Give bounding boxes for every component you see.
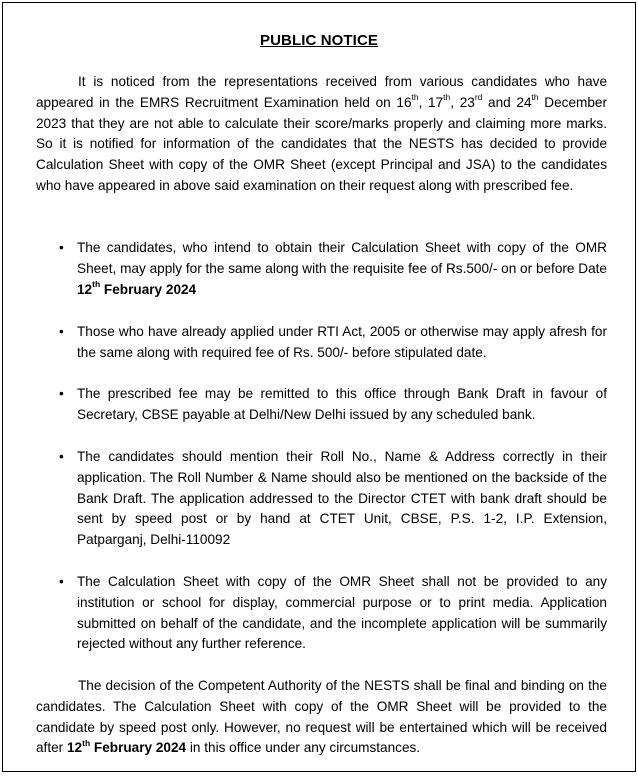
bullet-item-3 xyxy=(77,384,607,426)
bullet-item-2 xyxy=(77,322,607,364)
closing-text-1: The decision of the Competent Authority of the NESTS shall be final and binding on the candidates. The Calculation Sheet with copy of the OMR Sheet will be provided to the candidate by speed post only. However, no request will be entertained which will be received after xyxy=(36,678,607,756)
closing-date-sup: th xyxy=(82,737,91,748)
notice-title: PUBLIC NOTICE xyxy=(260,32,378,49)
closing-date-day: 12 xyxy=(66,740,83,756)
bullet-item-1 xyxy=(77,238,607,300)
intro-text-1: It is noticed from the representations received from various candidates who have appeared in the EMRS Recruitment Examination held on 16 xyxy=(36,74,607,110)
bullet-symbol: • xyxy=(59,324,64,339)
intro-sup-3: rd xyxy=(474,92,483,103)
notice-page xyxy=(2,2,636,772)
bullet-symbol: • xyxy=(59,574,64,589)
intro-text-4: and 24 xyxy=(482,94,532,110)
bullet-3-text: The prescribed fee may be remitted to this office through Bank Draft in favour of Secretary, CBSE payable at Delhi/New Delhi issued by any scheduled bank. xyxy=(77,386,607,422)
intro-text-5: December 2023 that they are not able to calculate their score/marks properly and claiming more marks. So it is notified for information of the candidates that the NESTS has decided to provide Calculation Sheet with copy of the OMR Sheet (except Principal and JSA) to the candidates who have appeared in above said examination on their request along with prescribed fee. xyxy=(36,94,607,193)
bullet-1-date-sup: th xyxy=(92,279,101,290)
closing-date-rest: February 2024 xyxy=(90,740,187,756)
bullet-1-date-rest: February 2024 xyxy=(100,281,197,297)
bullet-item-5 xyxy=(77,572,607,655)
bullet-symbol: • xyxy=(59,386,64,401)
bullet-4-text: The candidates should mention their Roll No., Name & Address correctly in their application. The Roll Number & Name should also be mentioned on the backside of the Bank Draft. The application addressed to the Director CTET with bank draft should be sent by speed post or by hand at CTET Unit, CBSE, P.S. 1-2, I.P. Extension, Patparganj, Delhi-110092 xyxy=(77,449,607,548)
intro-sup-4: th xyxy=(531,92,539,103)
intro-text-3: , 23 xyxy=(450,94,475,110)
closing-text-2: in this office under any circumstances. xyxy=(186,740,421,756)
bullet-5-text: The Calculation Sheet with copy of the OMR Sheet shall not be provided to any institution or school for display, commercial purpose or to print media. Application submitted on behalf of the candidate, and the incomplete application will be summarily rejected without any further reference. xyxy=(77,574,607,652)
intro-text-2: , 17 xyxy=(418,94,444,110)
intro-sup-1: th xyxy=(411,92,419,103)
closing-paragraph xyxy=(36,676,607,759)
bullet-1-date-day: 12 xyxy=(77,281,93,297)
bullet-symbol: • xyxy=(59,449,64,464)
bullet-1-text: The candidates, who intend to obtain their Calculation Sheet with copy of the OMR Sheet, may apply for the same along with the requisite fee of Rs.500/- on or before Date xyxy=(77,240,607,276)
bullet-item-4 xyxy=(77,447,607,551)
intro-sup-2: th xyxy=(443,92,451,103)
intro-paragraph xyxy=(36,72,607,197)
bullet-2-text: Those who have already applied under RTI Act, 2005 or otherwise may apply afresh for the same along with required fee of Rs. 500/- before stipulated date. xyxy=(77,324,607,360)
bullet-symbol: • xyxy=(59,240,64,255)
